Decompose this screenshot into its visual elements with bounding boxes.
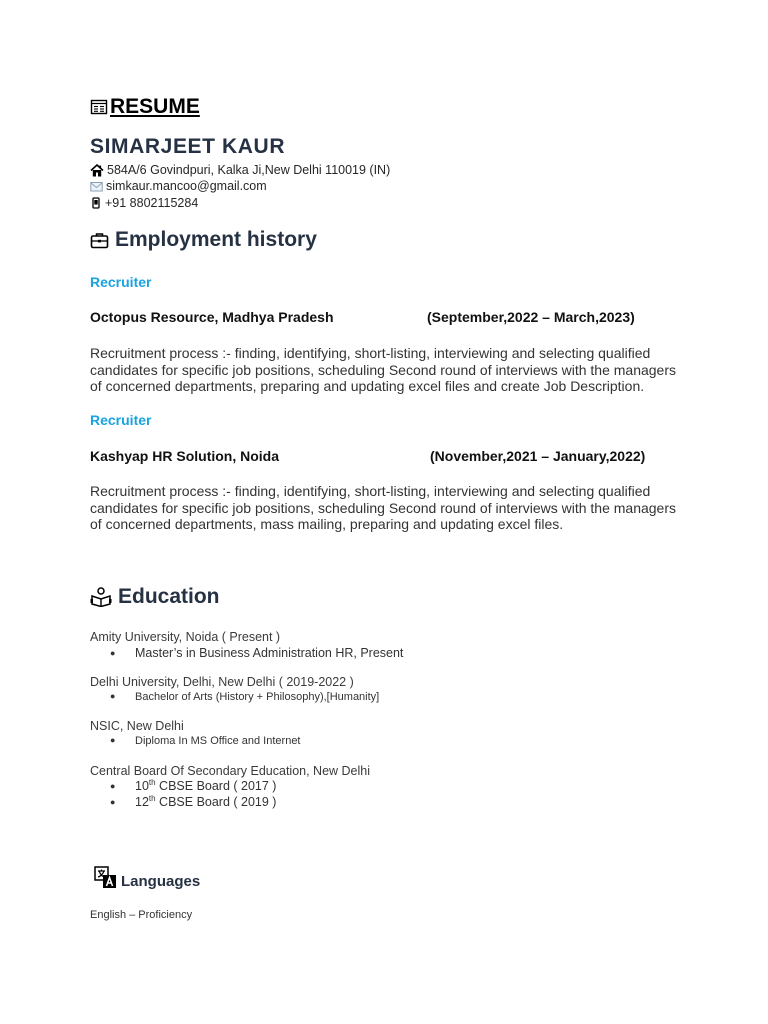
bullet: ● xyxy=(110,781,116,791)
bullet: ● xyxy=(110,797,116,807)
education-institution: Central Board Of Secondary Education, New Delhi xyxy=(90,764,371,778)
education-item-text: Bachelor of Arts (History + Philosophy),[Humanity] xyxy=(135,691,380,703)
education-item-text xyxy=(135,795,276,809)
job-company: Kashyap HR Solution, Noida xyxy=(90,448,280,464)
education-item-text: Master’s in Business Administration HR, Present xyxy=(135,646,404,660)
grade-suffix: th xyxy=(148,777,156,787)
language-item: English – Proficiency xyxy=(90,909,193,921)
education-item-text: Diploma In MS Office and Internet xyxy=(135,735,301,747)
job-company: Octopus Resource, Madhya Pradesh xyxy=(90,309,334,325)
education-item-text xyxy=(135,779,276,793)
education-list-item xyxy=(110,646,403,660)
languages-heading-text: Languages xyxy=(121,873,201,890)
job-description: Recruitment process :- finding, identifying, short-listing, interviewing and selecting qualified candidates for specific job positions, scheduling Second round of interviews with the managers of concerned departments, preparing and updating excel files and create Job Description. xyxy=(90,345,676,394)
education-list-item xyxy=(110,735,301,747)
employment-heading-text: Employment history xyxy=(115,228,317,251)
job-dates: (November,2021 – January,2022) xyxy=(430,448,646,464)
education-institution: Amity University, Noida ( Present ) xyxy=(90,630,281,644)
resume-title xyxy=(90,95,200,119)
resume-label: RESUME xyxy=(110,95,200,118)
job-dates: (September,2022 – March,2023) xyxy=(427,309,635,325)
bullet: ● xyxy=(110,648,116,658)
document-icon xyxy=(90,98,108,116)
employment-heading xyxy=(90,228,317,252)
bullet: ● xyxy=(110,735,116,745)
grade-number: 10 xyxy=(135,779,149,793)
grade-number: 12 xyxy=(135,795,149,809)
bullet: ● xyxy=(110,691,116,701)
address-text: 584A/6 Govindpuri, Kalka Ji,New Delhi 110019 (IN) xyxy=(107,163,391,177)
phone-text: +91 8802115284 xyxy=(105,196,199,210)
email-text[interactable]: simkaur.mancoo@gmail.com xyxy=(106,179,267,193)
phone-line xyxy=(90,196,198,210)
grade-board: CBSE Board ( 2017 ) xyxy=(155,779,277,793)
translate-icon xyxy=(94,866,118,890)
education-list-item xyxy=(110,691,379,703)
book-reader-icon xyxy=(90,587,112,607)
job-title: Recruiter xyxy=(90,412,152,428)
education-institution: NSIC, New Delhi xyxy=(90,719,184,733)
education-heading-text: Education xyxy=(118,585,220,608)
education-institution: Delhi University, Delhi, New Delhi ( 2019-2022 ) xyxy=(90,675,354,689)
education-heading xyxy=(90,585,220,609)
candidate-name: SIMARJEET KAUR xyxy=(90,135,286,158)
envelope-icon xyxy=(90,181,103,192)
email-line xyxy=(90,179,267,193)
job-title: Recruiter xyxy=(90,274,152,290)
phone-icon xyxy=(90,197,102,209)
address-line xyxy=(90,163,390,177)
home-icon xyxy=(90,164,104,177)
grade-suffix: th xyxy=(148,793,156,803)
job-description: Recruitment process :- finding, identifying, short-listing, interviewing and selecting qualified candidates for specific job positions, scheduling Second round of interviews with the managers of concerned departments, mass mailing, preparing and updating excel files. xyxy=(90,483,676,532)
education-list-item xyxy=(110,795,276,809)
education-list-item xyxy=(110,779,276,793)
languages-heading xyxy=(94,866,200,890)
briefcase-icon xyxy=(90,232,109,249)
grade-board: CBSE Board ( 2019 ) xyxy=(155,795,277,809)
